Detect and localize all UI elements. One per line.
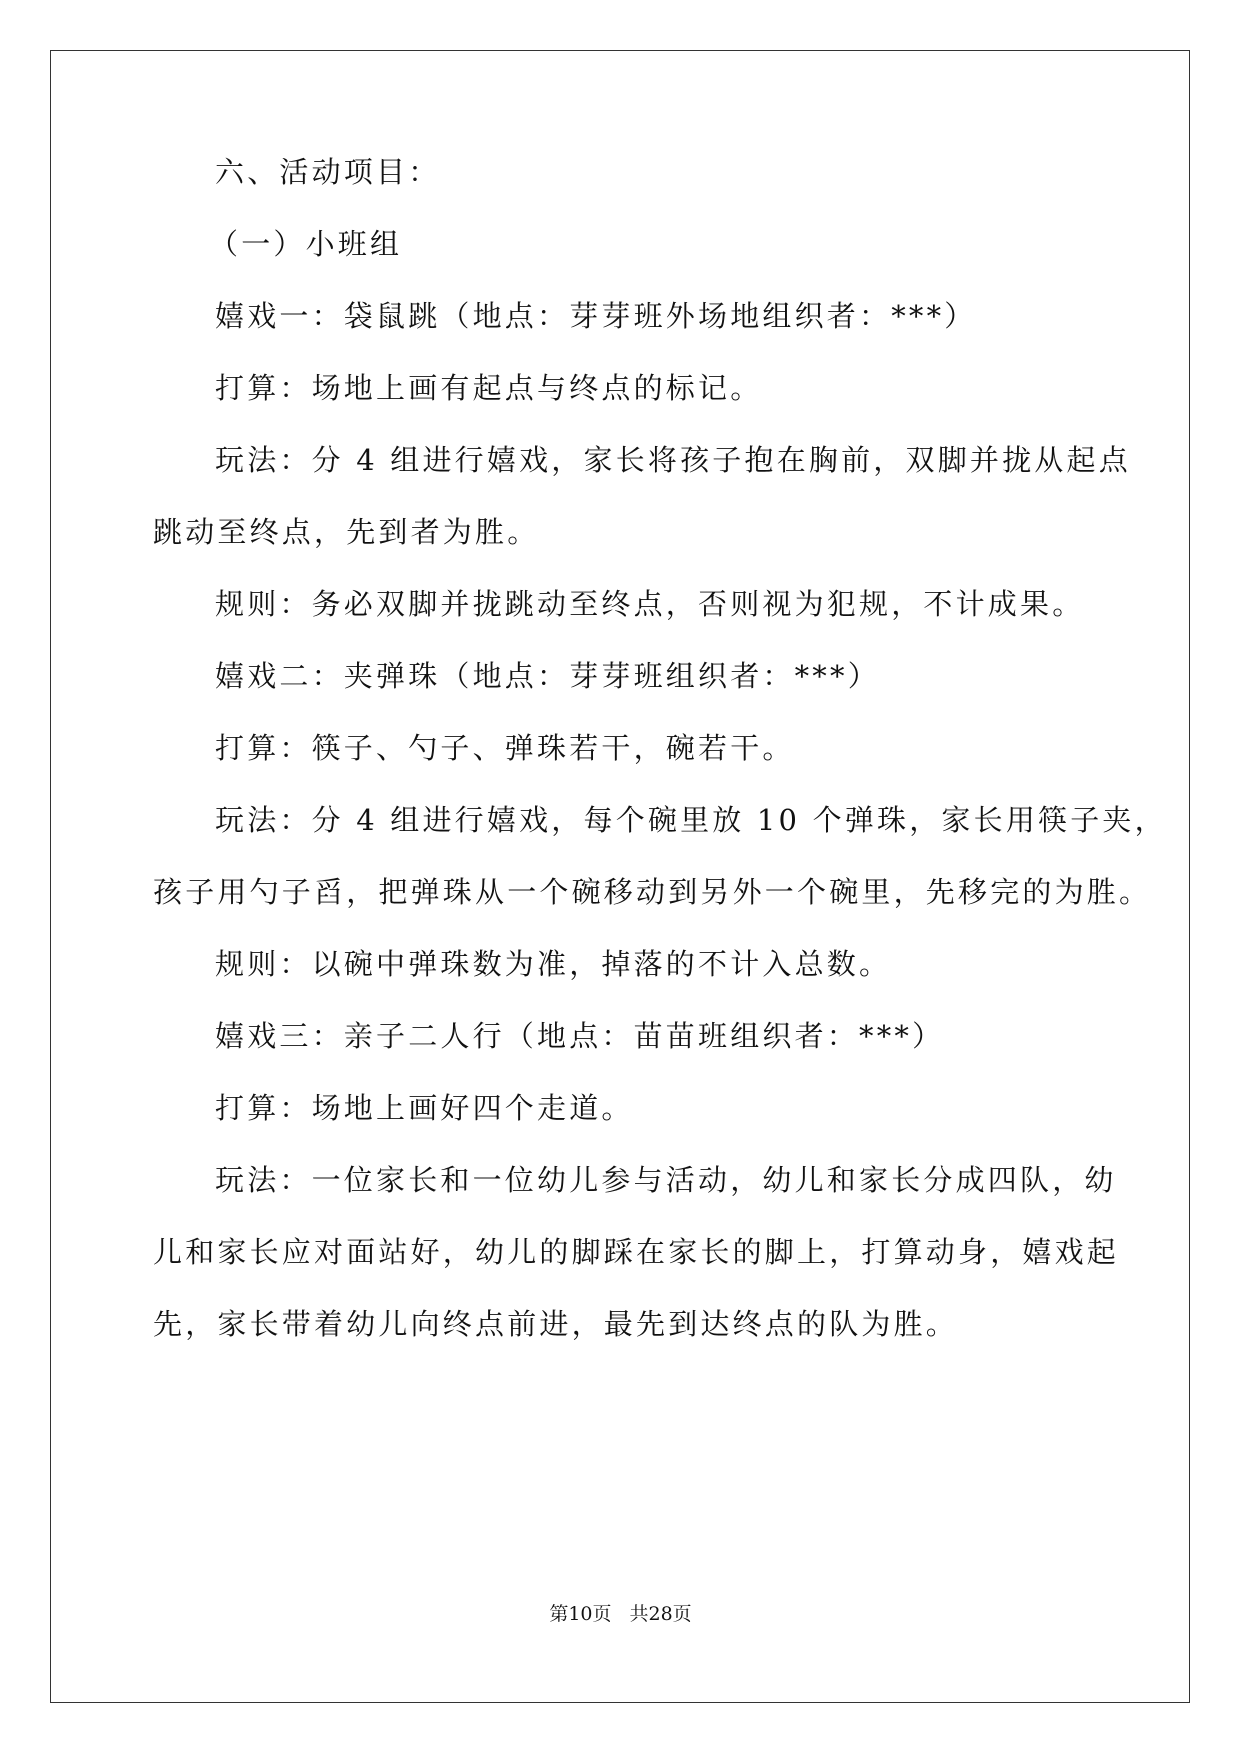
game-1-preparation: 打算：场地上画有起点与终点的标记。: [215, 371, 763, 405]
game-3-preparation: 打算：场地上画好四个走道。: [215, 1091, 634, 1125]
game-1-rules-line-2: 跳动至终点，先到者为胜。: [153, 515, 540, 549]
page-footer: [0, 1599, 1241, 1626]
game-2-regulation: 规则：以碗中弹珠数为准，掉落的不计入总数。: [215, 947, 892, 981]
subsection-heading: （一）小班组: [209, 227, 403, 261]
game-3-title: 嬉戏三：亲子二人行（地点：苗苗班组织者：***）: [215, 1019, 945, 1053]
page-total: 共28页: [629, 1603, 692, 1625]
game-2-preparation: 打算：筷子、勺子、弹珠若干，碗若干。: [215, 731, 795, 765]
game-3-rules-line-1: 玩法：一位家长和一位幼儿参与活动，幼儿和家长分成四队，幼: [215, 1163, 1117, 1197]
section-heading: 六、活动项目：: [215, 155, 441, 189]
game-3-rules-line-2: 儿和家长应对面站好，幼儿的脚踩在家长的脚上，打算动身，嬉戏起: [153, 1235, 1120, 1269]
game-1-title: 嬉戏一：袋鼠跳（地点：芽芽班外场地组织者：***）: [215, 299, 977, 333]
game-3-rules-line-3: 先，家长带着幼儿向终点前进，最先到达终点的队为胜。: [153, 1307, 959, 1341]
game-2-rules-line-1: 玩法：分 4 组进行嬉戏，每个碗里放 10 个弹珠，家长用筷子夹，: [215, 803, 1167, 837]
game-1-rules-line-1: 玩法：分 4 组进行嬉戏，家长将孩子抱在胸前，双脚并拢从起点: [215, 443, 1131, 477]
game-1-regulation: 规则：务必双脚并拢跳动至终点，否则视为犯规，不计成果。: [215, 587, 1085, 621]
game-2-title: 嬉戏二：夹弹珠（地点：芽芽班组织者：***）: [215, 659, 880, 693]
game-2-rules-line-2: 孩子用勺子舀，把弹珠从一个碗移动到另外一个碗里，先移完的为胜。: [153, 875, 1152, 909]
page-number: 第10页: [549, 1603, 612, 1625]
